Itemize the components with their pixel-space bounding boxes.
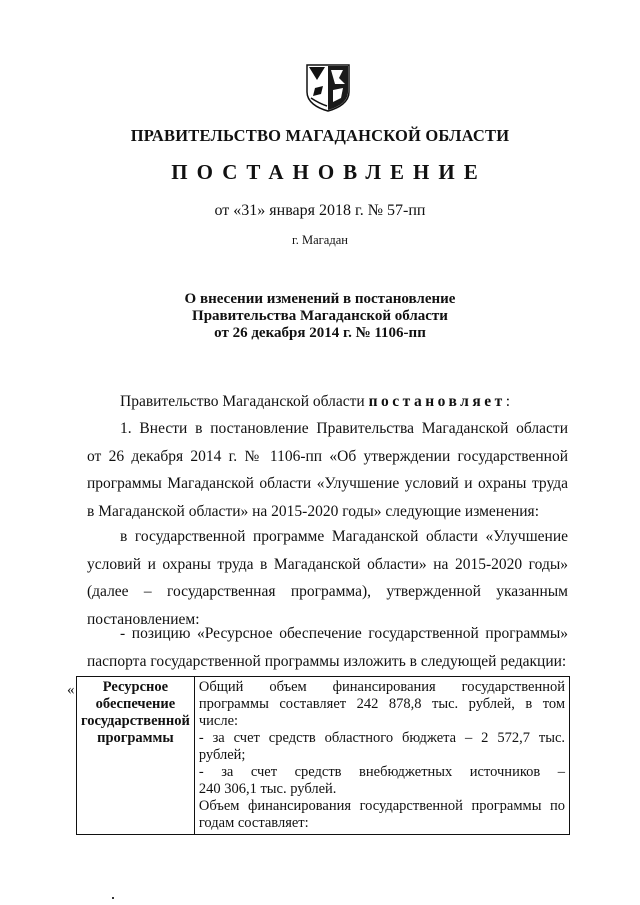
paragraph-line: - позицию «Ресурсное обеспечение государственной программы» xyxy=(120,625,568,642)
content-line: 240 306,1 тыс. рублей. xyxy=(198,781,337,797)
header-cell-line: государственной xyxy=(81,713,190,729)
content-line: Объем финансирования государственной программы по xyxy=(198,798,565,814)
intro-suffix: : xyxy=(505,393,511,410)
opening-quote: « xyxy=(67,682,75,698)
content-line: - за счет средств областного бюджета – 2 572,7 тыс. xyxy=(198,730,565,746)
header-cell-line: обеспечение xyxy=(95,696,176,712)
subject-line: от 26 декабря 2014 г. № 1106-пп xyxy=(214,325,426,341)
table-header-cell xyxy=(77,677,195,835)
table-content-cell xyxy=(194,677,569,835)
paragraph-1 xyxy=(87,415,568,525)
header-cell-line: программы xyxy=(97,730,174,746)
paragraph-line: условий и охраны труда в Магаданской области» на 2015-2020 годы» xyxy=(87,555,568,573)
paragraph-2 xyxy=(87,523,568,633)
paragraph-3 xyxy=(87,620,568,675)
paragraph-line: паспорта государственной программы изложить в следующей редакции: xyxy=(87,652,567,670)
date-number-line: от «31» января 2018 г. № 57-пп xyxy=(214,202,426,219)
coat-of-arms-icon xyxy=(303,62,353,112)
content-line: - за счет средств внебюджетных источников – xyxy=(198,764,565,780)
paragraph-line: от 26 декабря 2014 г. № 1106-пп «Об утверждении государственной xyxy=(87,447,568,465)
paragraph-line: в государственной программе Магаданской области «Улучшение xyxy=(120,528,568,545)
intro-decree-word: постановляет xyxy=(368,393,506,410)
table-row xyxy=(77,677,570,835)
organization-title: ПРАВИТЕЛЬСТВО МАГАДАНСКОЙ ОБЛАСТИ xyxy=(130,126,510,145)
paragraph-line: (далее – государственная программа), утвержденной указанным xyxy=(87,583,568,600)
content-line: рублей; xyxy=(198,747,246,763)
decree-intro xyxy=(87,388,568,416)
header-cell-line: Ресурсное xyxy=(102,679,169,695)
subject-line: Правительства Магаданской области xyxy=(192,308,448,324)
paragraph-line: постановлением: xyxy=(87,610,200,628)
document-type: ПОСТАНОВЛЕНИЕ xyxy=(171,160,487,184)
content-line: программы составляет 242 878,8 тыс. рублей, в том xyxy=(198,696,565,712)
intro-prefix: Правительство Магаданской области xyxy=(120,393,365,410)
content-line: Общий объем финансирования государственной xyxy=(198,679,565,695)
subject-line: О внесении изменений в постановление xyxy=(184,291,456,307)
content-line: числе: xyxy=(198,713,239,729)
paragraph-line: 1. Внести в постановление Правительства Магаданской области xyxy=(120,420,568,437)
paragraph-line: в Магаданской области» на 2015-2020 годы» следующие изменения: xyxy=(87,502,539,520)
scan-speck xyxy=(112,897,114,899)
resource-provision-table xyxy=(76,676,570,835)
content-line: годам составляет: xyxy=(198,815,309,831)
document-subject xyxy=(0,291,640,342)
paragraph-line: программы Магаданской области «Улучшение условий и охраны труда xyxy=(87,475,568,492)
city-label: г. Магадан xyxy=(292,233,348,247)
